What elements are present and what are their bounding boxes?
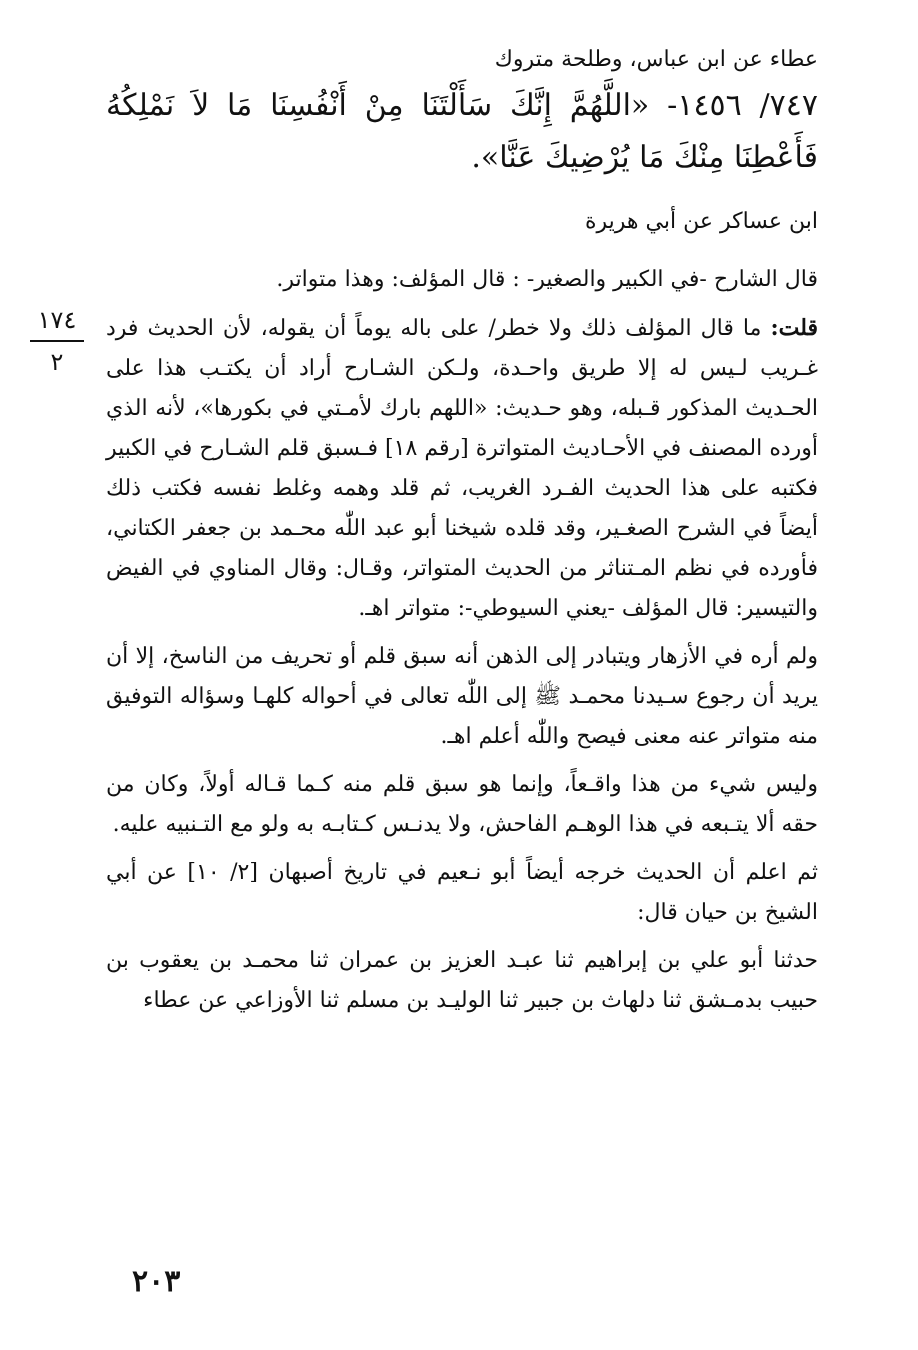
qult-label: قلت: bbox=[770, 315, 818, 341]
page-number: ٢٠٣ bbox=[132, 1264, 181, 1299]
commentary-paragraph-1: قال الشارح -في الكبير والصغير- : قال المؤلف: وهذا متواتر. bbox=[276, 267, 818, 292]
commentary-paragraph-6: حدثنا أبو علي بن إبراهيم ثنا عبـد العزيز بن عمران ثنا محمـد بن يعقوب بن حبيب بدمـشق ثنا دلهاث بن جبير ثنا الوليـد بن مسلم ثنا الأوزاعي عن عطاء bbox=[106, 948, 818, 1013]
commentary-paragraph-2 bbox=[106, 308, 818, 629]
hadith-text: ٧٤٧/ ١٤٥٦- «اللَّهُمَّ إِنَّكَ سَأَلْتَنَا مِنْ أَنْفُسِنَا مَا لاَ نَمْلِكُهُ فَأَعْطِنَا مِنْكَ مَا يُرْضِيكَ عَنَّا». bbox=[106, 88, 818, 175]
margin-reference-page: ١٧٤ bbox=[37, 306, 77, 334]
hadith-source: ابن عساكر عن أبي هريرة bbox=[585, 209, 818, 234]
margin-volume-reference bbox=[30, 304, 84, 376]
continuation-line: عطاء عن ابن عباس، وطلحة متروك bbox=[494, 47, 818, 72]
margin-reference-divider bbox=[30, 340, 84, 342]
main-text-column bbox=[106, 40, 818, 1029]
margin-reference-volume: ٢ bbox=[50, 348, 64, 376]
commentary-paragraph-2-body: ما قال المؤلف ذلك ولا خطر/ على باله يوماً أن يقوله، لأن الحديث فرد غـريب لـيس له إلا طريق واحـدة، ولـكن الشـارح أراد أن يكتـب هذا على الحـديث المذكور قـبله، وهو حـديث: «اللهم بارك لأمـتي في بكورها»، لأنه الذي أورده المصنف في الأحـاديث المتواترة [رقم ١٨] فـسبق قلم الشـارح في الكبير فكتبه على هذا الحديث الفـرد الغريب، ثم قلد وهمه وغلط نفسه فكتب ذلك أيضاً في الشرح الصغـير، وقد قلده شيخنا أبو عبد اللّٰه محـمد بن جعفر الكتاني، فأورده في نظم المـتناثر من الحديث المتواتر، وقـال: وقال المناوي في الفيض والتيسير: قال المؤلف -يعني السيوطي-: متواتر اهـ. bbox=[106, 316, 818, 621]
commentary-paragraph-5: ثم اعلم أن الحديث خرجه أيضاً أبو نـعيم في تاريخ أصبهان [٢/ ١٠] عن أبي الشيخ بن حيان قال: bbox=[106, 860, 819, 925]
commentary-paragraph-3: ولم أره في الأزهار ويتبادر إلى الذهن أنه سبق قلم أو تحريف من الناسخ، إلا أن يريد أن رجوع سـيدنا محمـد ﷺ إلى اللّٰه تعالى في أحواله كلهـا وسؤاله التوفيق منه متواتر عنه معنى فيصح واللّٰه أعلم اهـ. bbox=[106, 644, 818, 749]
commentary-paragraph-4: وليس شيء من هذا واقـعاً، وإنما هو سبق قلم منه كـما قـاله أولاً، وكان من حقه ألا يتـبعه في هذا الوهـم الفاحش، ولا يدنـس كـتابـه به ولو مع التـنبيه عليه. bbox=[106, 772, 818, 837]
